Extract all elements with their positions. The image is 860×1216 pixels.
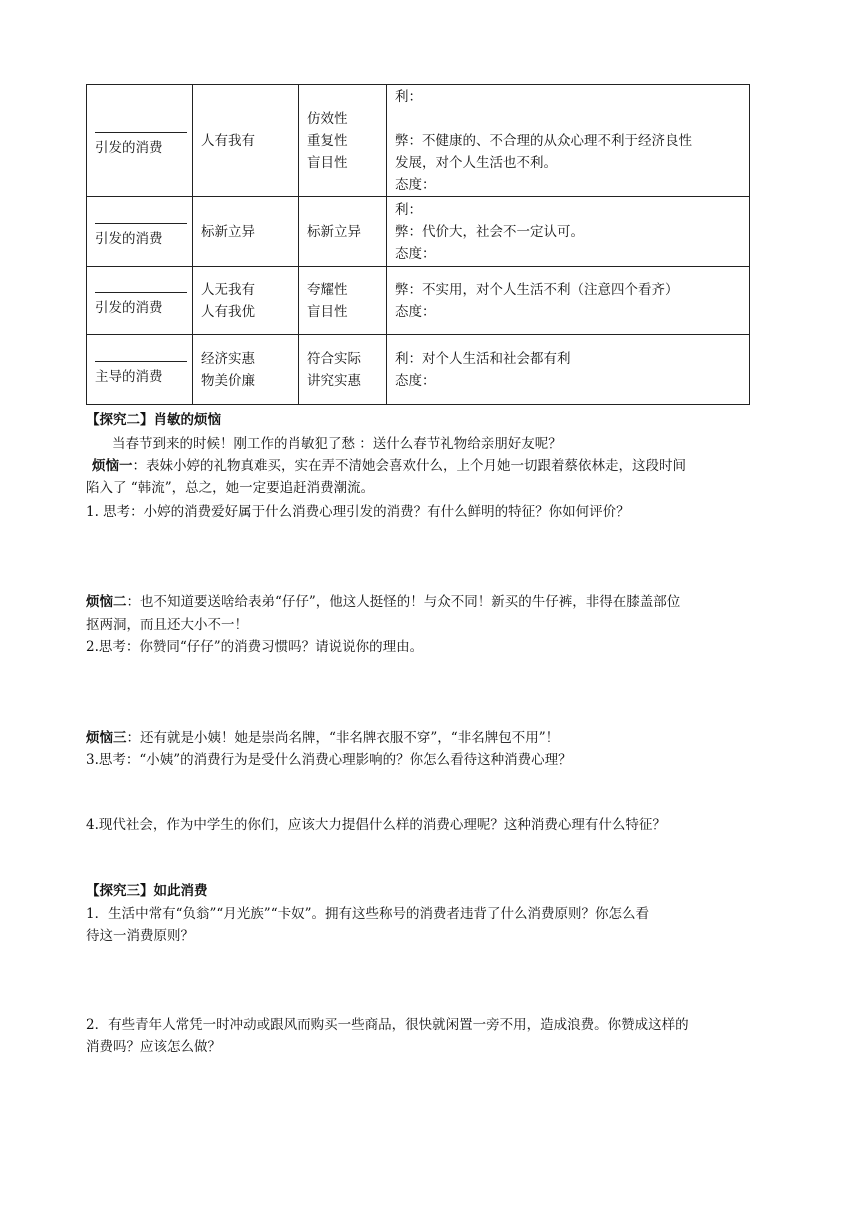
trouble1-label: 烦恼一 [92, 458, 133, 474]
evaluation-text: 弊：代价大，社会不一定认可。 [395, 223, 584, 240]
traits-text: 讲究实惠 [307, 372, 361, 389]
question-4: 4.现代社会，作为中学生的你们，应该大力提倡什么样的消费心理呢？这种消费心理有什么特征？ [86, 817, 666, 833]
trouble2-text-1: ：也不知道要送啥给表弟“仔仔”，他这人挺怪的！与众不同！新买的牛仔裤，非得在膝盖部位 [126, 594, 681, 610]
evaluation-text [395, 108, 741, 130]
evaluation-text: 弊：不实用，对个人生活不利（注意四个看齐） [395, 281, 679, 298]
traits-text: 仿效性 [307, 110, 348, 127]
traits-cell [299, 197, 387, 267]
evaluation-text: 态度： [395, 245, 436, 262]
feature-text: 标新立异 [201, 223, 255, 240]
trouble2-text-2: 抠两洞，而且还大小不一！ [86, 617, 248, 633]
psychology-type-cell [87, 197, 193, 267]
table-row [87, 85, 750, 197]
evaluation-text: 态度： [395, 372, 436, 389]
traits-text: 盲目性 [307, 154, 348, 171]
traits-cell [299, 335, 387, 405]
evaluation-text: 利：对个人生活和社会都有利 [395, 350, 571, 367]
trouble1-text-2: 陷入了 “韩流”，总之，她一定要追赶消费潮流。 [86, 480, 375, 496]
explore3-heading: 【探究三】如此消费 [86, 883, 208, 899]
traits-cell [299, 267, 387, 335]
traits-cell [299, 85, 387, 197]
traits-text: 重复性 [307, 132, 348, 149]
question-3: 3.思考：“小姨”的消费行为是受什么消费心理影响的？你怎么看待这种消费心理？ [86, 752, 572, 768]
trouble3-paragraph [86, 727, 766, 749]
consumption-label: 引发的消费 [95, 300, 163, 316]
explore2-heading: 【探究二】肖敏的烦恼 [86, 412, 221, 428]
traits-text: 夸耀性 [307, 281, 348, 298]
evaluation-text: 态度： [395, 176, 436, 193]
consumption-label: 引发的消费 [95, 140, 163, 156]
evaluation-cell [387, 85, 750, 197]
fill-in-blank[interactable] [95, 213, 187, 224]
consumer-psychology-table [86, 84, 750, 405]
trouble2-paragraph [86, 591, 766, 613]
traits-text: 符合实际 [307, 350, 361, 367]
evaluation-cell [387, 267, 750, 335]
trouble1-paragraph [92, 455, 772, 477]
feature-text: 物美价廉 [201, 372, 255, 389]
evaluation-text: 发展，对个人生活也不利。 [395, 154, 557, 171]
feature-text: 经济实惠 [201, 350, 255, 367]
trouble2-label: 烦恼二 [86, 594, 127, 610]
question-2: 2.思考：你赞同“仔仔”的消费习惯吗？请说说你的理由。 [86, 639, 424, 655]
feature-cell [193, 85, 299, 197]
psychology-type-cell [87, 85, 193, 197]
evaluation-cell [387, 197, 750, 267]
evaluation-text: 弊：不健康的、不合理的从众心理不利于经济良性 [395, 132, 692, 149]
evaluation-text: 态度： [395, 303, 436, 320]
table-row [87, 335, 750, 405]
feature-text: 人无我有 [201, 281, 255, 298]
feature-cell [193, 335, 299, 405]
fill-in-blank[interactable] [95, 122, 187, 133]
explore2-intro: 当春节到来的时候！刚工作的肖敏犯了愁 ：送什么春节礼物给亲朋好友呢？ [112, 436, 562, 452]
explore3-question-1-line-1: 1．生活中常有“负翁”“月光族”“卡奴”。拥有这些称号的消费者违背了什么消费原则？你怎么看 [86, 906, 649, 922]
consumption-label: 主导的消费 [95, 369, 163, 385]
psychology-type-cell [87, 267, 193, 335]
consumption-label: 引发的消费 [95, 231, 163, 247]
table-row [87, 197, 750, 267]
trouble3-text-1: ：还有就是小姨！她是崇尚名牌，“非名牌衣服不穿”，“非名牌包不用”！ [126, 730, 560, 746]
table-row [87, 267, 750, 335]
evaluation-text: 利： [395, 88, 422, 105]
feature-cell [193, 197, 299, 267]
explore3-question-2-line-1: 2．有些青年人常凭一时冲动或跟风而购买一些商品，很快就闲置一旁不用，造成浪费。你赞成这样的 [86, 1017, 689, 1033]
feature-text: 人有我优 [201, 303, 255, 320]
trouble3-label: 烦恼三 [86, 730, 127, 746]
evaluation-cell [387, 335, 750, 405]
fill-in-blank[interactable] [95, 351, 187, 362]
explore3-question-2-line-2: 消费吗？应该怎么做？ [86, 1039, 221, 1055]
fill-in-blank[interactable] [95, 282, 187, 293]
trouble1-text-1: ：表妹小婷的礼物真难买，实在弄不清她会喜欢什么，上个月她一切跟着蔡依林走，这段时间 [132, 458, 686, 474]
traits-text: 盲目性 [307, 303, 348, 320]
traits-text: 标新立异 [307, 223, 361, 240]
explore3-question-1-line-2: 待这一消费原则？ [86, 928, 194, 944]
feature-text: 人有我有 [201, 132, 255, 149]
psychology-type-cell [87, 335, 193, 405]
feature-cell [193, 267, 299, 335]
question-1: 1. 思考：小婷的消费爱好属于什么消费心理引发的消费？有什么鲜明的特征？你如何评价？ [86, 504, 630, 520]
evaluation-text: 利： [395, 201, 422, 218]
